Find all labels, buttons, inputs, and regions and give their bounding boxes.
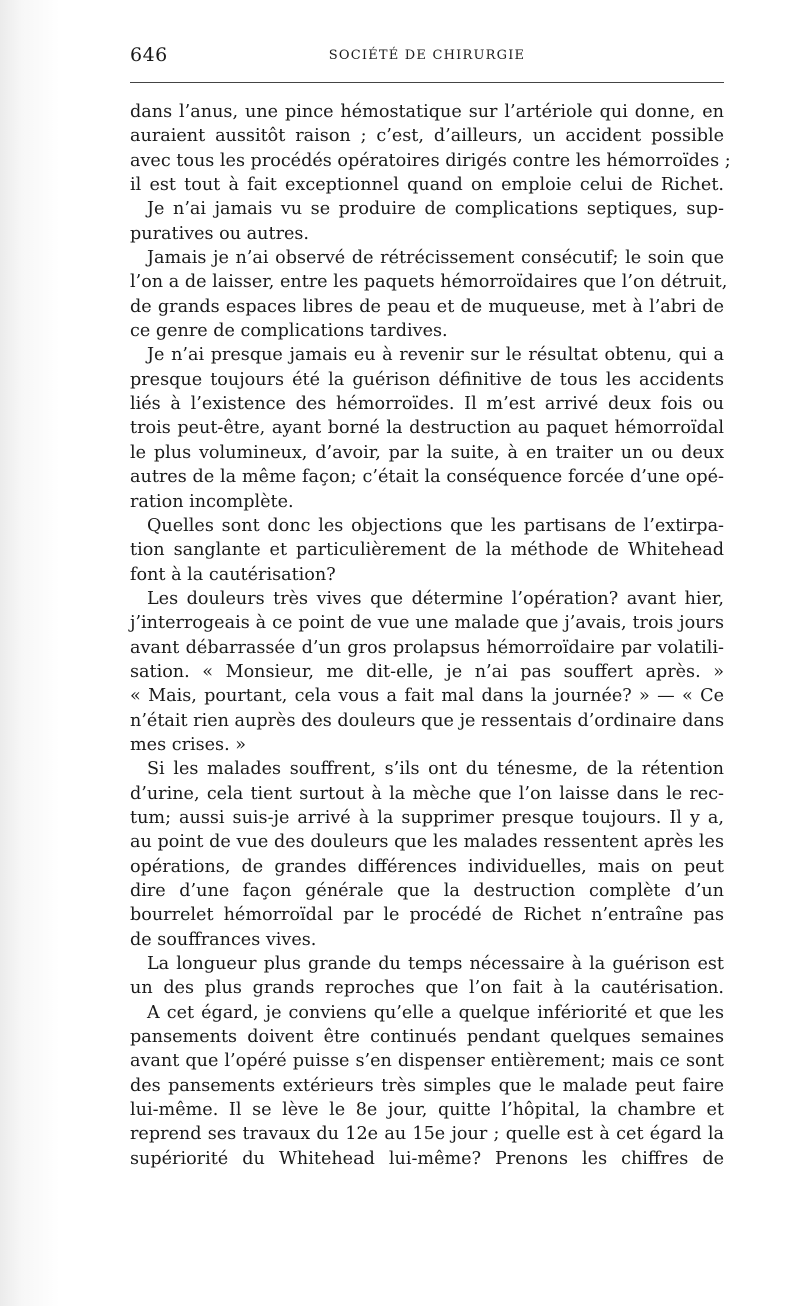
text-line: le plus volumineux, d’avoir, par la suite, à en traiter un ou deux xyxy=(130,442,724,463)
text-line: tum; aussi suis-je arrivé à la supprimer presque toujours. Il y a, xyxy=(130,807,724,828)
text-line: ration incomplète. xyxy=(130,491,294,512)
text-line: Quelles sont donc les objections que les partisans de l’extirpa- xyxy=(147,515,724,536)
text-line: font à la cautérisation? xyxy=(130,564,336,585)
text-line: presque toujours été la guérison définitive de tous les accidents xyxy=(130,369,724,390)
text-line: mes crises. » xyxy=(130,734,247,755)
header-rule xyxy=(130,82,724,83)
text-line: Jamais je n’ai observé de rétrécissement consécutif; le soin que xyxy=(147,248,724,269)
text-line: des pansements extérieurs très simples que le malade peut faire xyxy=(130,1075,724,1096)
page-header xyxy=(130,44,724,72)
text-line: trois peut-être, ayant borné la destruction au paquet hémorroïdal xyxy=(130,418,724,439)
text-line: dire d’une façon générale que la destruction complète d’un xyxy=(130,881,724,901)
text-line: « Mais, pourtant, cela vous a fait mal dans la journée? » — « Ce xyxy=(130,686,724,707)
text-line: autres de la même façon; c’était la conséquence forcée d’une opé- xyxy=(130,467,724,488)
text-line: Les douleurs très vives que détermine l’opération? avant hier, xyxy=(147,588,724,609)
text-line: tion sanglante et particulièrement de la méthode de Whitehead xyxy=(130,540,724,561)
text-line: opérations, de grandes différences individuelles, mais on peut xyxy=(130,856,724,877)
text-line: pansements doivent être continués pendant quelques semaines xyxy=(130,1027,724,1048)
text-line: Je n’ai jamais vu se produire de complications septiques, sup- xyxy=(147,199,724,220)
text-line: lui-même. Il se lève le 8e jour, quitte l’hôpital, la chambre et xyxy=(130,1100,724,1121)
page-number: 646 xyxy=(130,44,168,66)
text-line: avant débarrassée d’un gros prolapsus hémorroïdaire par volatili- xyxy=(130,637,724,658)
text-line: avec tous les procédés opératoires dirigés contre les hémorroïdes ; xyxy=(130,150,731,171)
text-line: reprend ses travaux du 12e au 15e jour ; quelle est à cet égard la xyxy=(130,1124,724,1145)
text-line: ce genre de complications tardives. xyxy=(130,321,448,342)
text-line: au point de vue des douleurs que les malades ressentent après les xyxy=(130,832,724,853)
text-line: A cet égard, je conviens qu’elle a quelque infériorité et que les xyxy=(147,1002,724,1023)
text-line: auraient aussitôt raison ; c’est, d’ailleurs, un accident possible xyxy=(130,126,724,147)
text-line: supériorité du Whitehead lui-même? Prenons les chiffres de xyxy=(130,1148,724,1169)
body-text xyxy=(130,100,731,1171)
text-line: avant que l’opéré puisse s’en dispenser entièrement; mais ce sont xyxy=(130,1051,724,1072)
text-line: liés à l’existence des hémorroïdes. Il m’est arrivé deux fois ou xyxy=(130,394,724,415)
text-line: bourrelet hémorroïdal par le procédé de Richet n’entraîne pas xyxy=(130,905,724,926)
text-line: un des plus grands reproches que l’on fait à la cautérisation. xyxy=(130,978,724,999)
text-line: La longueur plus grande du temps nécessaire à la guérison est xyxy=(147,954,724,975)
text-line: de souffrances vives. xyxy=(130,929,317,950)
text-line: sation. « Monsieur, me dit-elle, je n’ai pas souffert après. » xyxy=(130,661,724,682)
text-line: Je n’ai presque jamais eu à revenir sur le résultat obtenu, qui a xyxy=(147,345,724,366)
text-line: dans l’anus, une pince hémostatique sur l’artériole qui donne, en xyxy=(130,102,724,122)
text-line: de grands espaces libres de peau et de muqueuse, met à l’abri de xyxy=(130,296,724,317)
text-line: puratives ou autres. xyxy=(130,223,310,244)
running-title: SOCIÉTÉ DE CHIRURGIE xyxy=(328,48,526,63)
text-line: d’urine, cela tient surtout à la mèche que l’on laisse dans le rec- xyxy=(130,783,724,804)
text-line: n’était rien auprès des douleurs que je ressentais d’ordinaire dans xyxy=(130,710,725,731)
text-line: il est tout à fait exceptionnel quand on emploie celui de Richet. xyxy=(130,175,724,196)
text-line: Si les malades souffrent, s’ils ont du ténesme, de la rétention xyxy=(147,759,724,780)
text-line: l’on a de laisser, entre les paquets hémorroïdaires que l’on détruit, xyxy=(130,272,728,293)
text-line: j’interrogeais à ce point de vue une malade que j’avais, trois jours xyxy=(130,613,724,634)
